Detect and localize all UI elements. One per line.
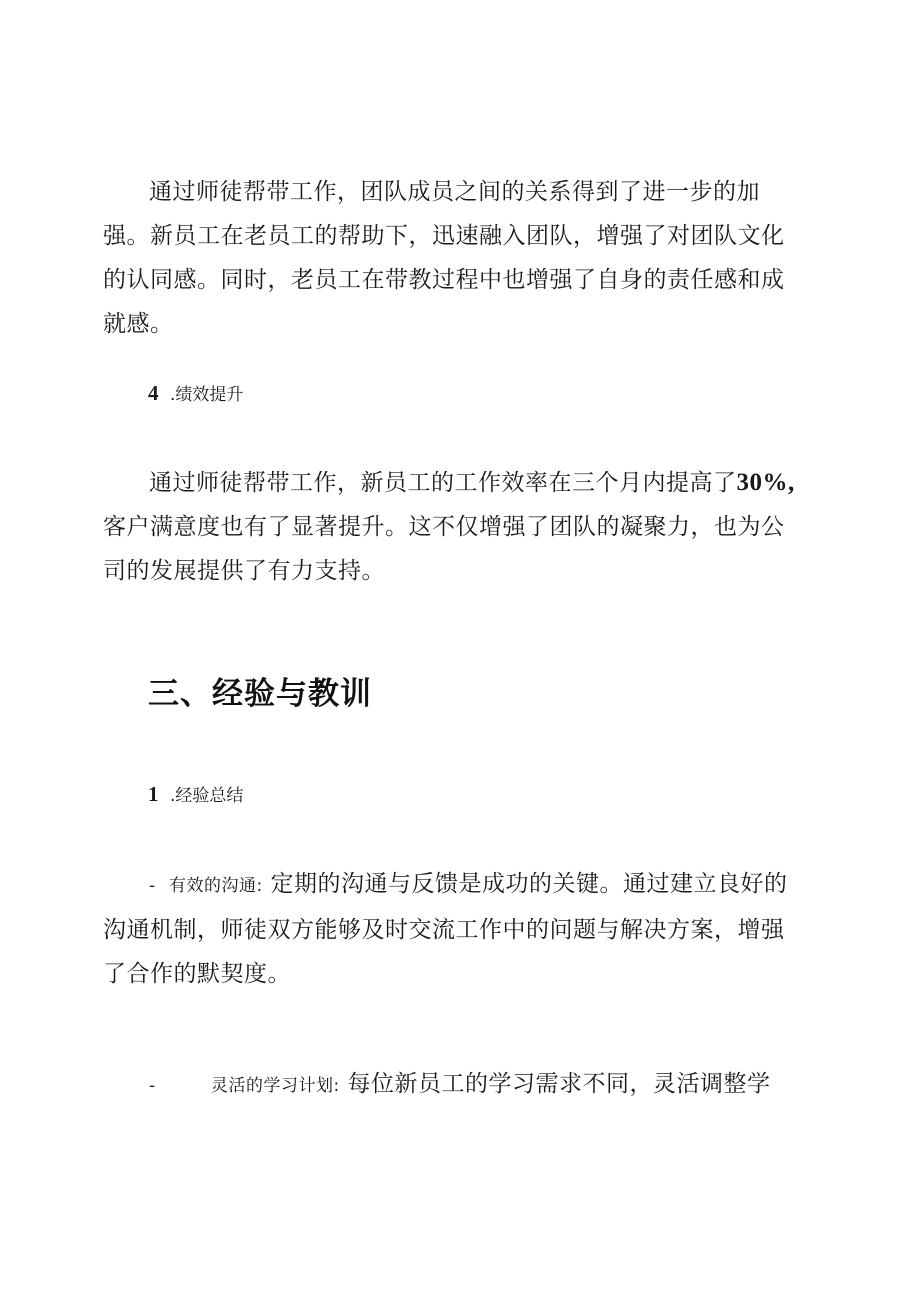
subheading-experience-summary — [148, 781, 243, 807]
bullet-text: 每位新员工的学习需求不同，灵活调整学 — [347, 1071, 771, 1097]
bullet-term: 灵活的学习计划: — [211, 1076, 340, 1096]
paragraph-text: 通过师徒帮带工作，团队成员之间的关系得到了进一步的加强。新员工在老员工的帮助下，迅速融入团队，增强了对团队文化的认同感。同时，老员工在带教过程中也增强了自身的责任感和成就感。 — [103, 179, 785, 337]
subheading-number: 4 — [148, 381, 159, 405]
highlight-percentage: 30%, — [736, 469, 795, 496]
bullet-term: 有效的沟通: — [169, 876, 263, 896]
bullet-flexible-learning — [103, 1062, 803, 1108]
paragraph-team-relations — [103, 170, 803, 346]
paragraph-performance — [103, 461, 803, 593]
subheading-label: .经验总结 — [170, 786, 244, 806]
paragraph-text-after: 客户满意度也有了显著提升。这不仅增强了团队的凝聚力，也为公司的发展提供了有力支持。 — [103, 514, 785, 584]
subheading-label: .绩效提升 — [170, 385, 244, 405]
subheading-performance — [148, 380, 243, 406]
subheading-number: 1 — [148, 782, 159, 806]
bullet-dash: - — [149, 876, 156, 896]
paragraph-text-before: 通过师徒帮带工作，新员工的工作效率在三个月内提高了 — [149, 470, 737, 496]
bullet-effective-communication — [103, 862, 803, 996]
bullet-text: 定期的沟通与反馈是成功的关键。通过建立良好的沟通机制，师徒双方能够及时交流工作中的问题与解决方案，增强了合作的默契度。 — [103, 871, 788, 987]
bullet-dash: - — [149, 1076, 156, 1096]
section-title: 三、经验与教训 — [148, 676, 372, 712]
